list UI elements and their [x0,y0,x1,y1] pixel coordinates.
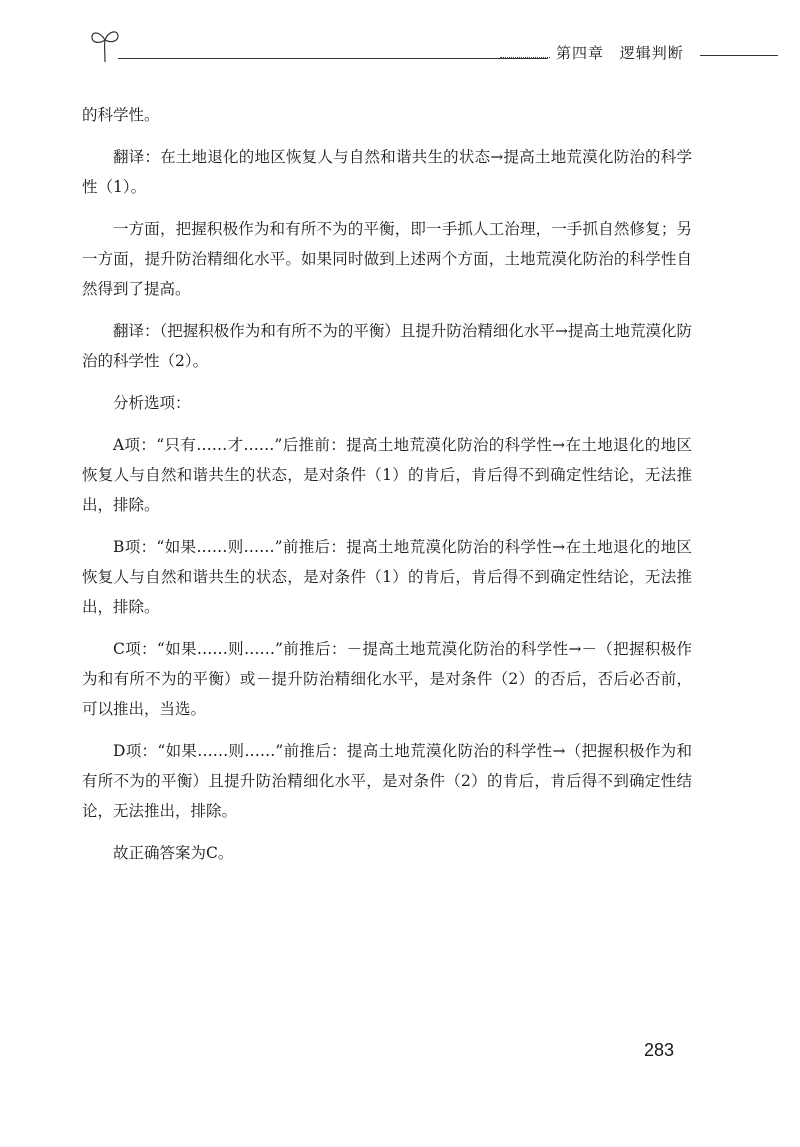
paragraph-answer: 故正确答案为C。 [113,844,234,862]
page-header [0,0,800,80]
paragraph-option-a: A项：“只有……才……”后推前：提高土地荒漠化防治的科学性→在土地退化的地区恢复人与自然和谐共生的状态，是对条件（1）的肯后，肯后得不到确定性结论，无法推出，排除。 [82,436,692,514]
paragraph-option-d: D项：“如果……则……”前推后：提高土地荒漠化防治的科学性→（把握积极作为和有所不为的平衡）且提升防治精细化水平，是对条件（2）的肯后，肯后得不到确定性结论，无法推出，排除。 [82,742,692,820]
paragraph-condition-2: 一方面，把握积极作为和有所不为的平衡，即一手抓人工治理，一手抓自然修复；另一方面，提升防治精细化水平。如果同时做到上述两个方面，土地荒漠化防治的科学性自然得到了提高。 [82,220,692,298]
chapter-title [556,42,694,63]
header-rule-dots [500,57,550,58]
page-number: 283 [644,1040,675,1060]
paragraph-continuation: 的科学性。 [82,106,160,124]
page-body [82,100,692,880]
paragraph-translation-2: 翻译：（把握积极作为和有所不为的平衡）且提升防治精细化水平→提高土地荒漠化防治的科学性（2）。 [82,322,692,370]
header-rule-left [118,58,548,59]
chapter-section: 逻辑判断 [619,44,684,62]
paragraph-translation-1: 翻译：在土地退化的地区恢复人与自然和谐共生的状态→提高土地荒漠化防治的科学性（1）。 [82,148,692,196]
paragraph-analysis-heading: 分析选项： [113,394,191,412]
paragraph-option-c: C项：“如果……则……”前推后：－提高土地荒漠化防治的科学性→－（把握积极作为和有所不为的平衡）或－提升防治精细化水平，是对条件（2）的否后，否后必否前，可以推出，当选。 [82,640,692,718]
header-rule-right [700,55,778,56]
paragraph-option-b: B项：“如果……则……”前推后：提高土地荒漠化防治的科学性→在土地退化的地区恢复人与自然和谐共生的状态，是对条件（1）的肯后，肯后得不到确定性结论，无法推出，排除。 [82,538,692,616]
chapter-number: 第四章 [556,44,605,62]
sprout-icon [88,24,122,64]
